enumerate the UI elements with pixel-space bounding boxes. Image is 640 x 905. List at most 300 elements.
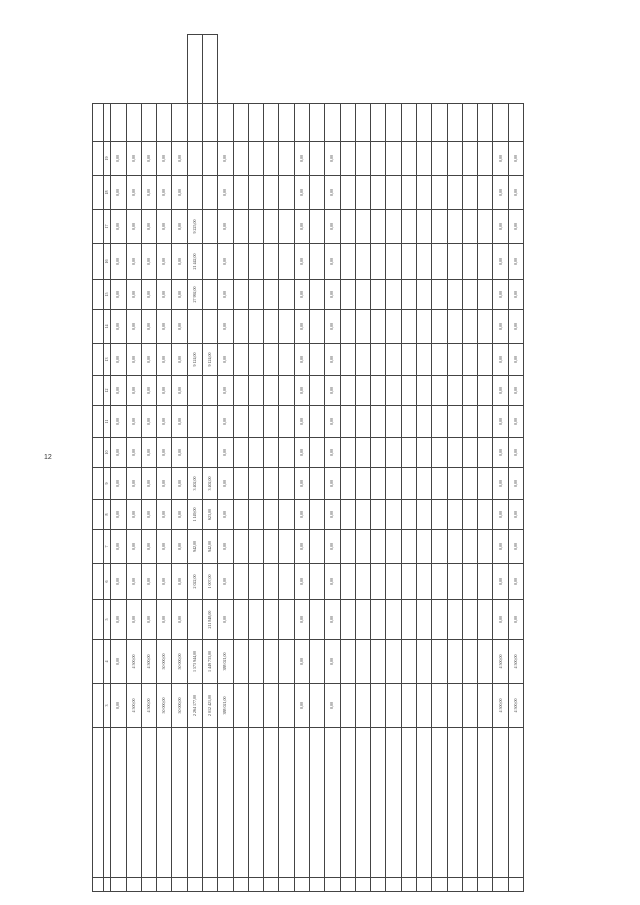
- value-cell: 0,00: [157, 142, 172, 176]
- table-row: [172, 35, 187, 892]
- value-cell: [340, 310, 355, 344]
- value-cell: [203, 244, 218, 280]
- value-cell: [355, 280, 370, 310]
- value-cell: [309, 244, 324, 280]
- header-cell: [93, 142, 104, 176]
- table-row: [218, 35, 233, 892]
- header-cell: [93, 310, 104, 344]
- value-cell: [462, 468, 477, 500]
- value-cell: 0,00: [172, 210, 187, 244]
- column-number-cell: 5: [104, 600, 111, 640]
- header-cell: [93, 530, 104, 564]
- row-number-cell: [371, 878, 386, 892]
- row-number-cell: [264, 878, 279, 892]
- value-cell: 0,00: [294, 376, 309, 406]
- value-cell: 0,00: [325, 530, 340, 564]
- value-cell: [248, 280, 263, 310]
- value-cell: [371, 500, 386, 530]
- column-number-cell: 8: [104, 500, 111, 530]
- value-cell: 2 022,00: [187, 564, 202, 600]
- value-cell: 0,00: [141, 176, 156, 210]
- header-cell: [93, 600, 104, 640]
- value-cell: 0,00: [325, 468, 340, 500]
- value-cell: 0,00: [111, 684, 126, 728]
- row-description-cell: [355, 728, 370, 878]
- value-cell: [203, 280, 218, 310]
- row-number-cell: [340, 878, 355, 892]
- value-cell: 0,00: [172, 530, 187, 564]
- table-row: [355, 35, 370, 892]
- value-cell: [432, 640, 447, 684]
- header-cell: [93, 376, 104, 406]
- value-cell: [340, 530, 355, 564]
- value-cell: 0,00: [111, 376, 126, 406]
- value-cell: 50 000,00: [172, 640, 187, 684]
- page-number: 12: [44, 454, 52, 461]
- value-cell: [279, 344, 294, 376]
- value-cell: 0,00: [218, 600, 233, 640]
- value-cell: 0,00: [157, 500, 172, 530]
- value-cell: [386, 468, 401, 500]
- row-number-cell: [325, 878, 340, 892]
- value-cell: [279, 406, 294, 438]
- value-cell: 0,00: [126, 376, 141, 406]
- row-number-cell: [187, 878, 202, 892]
- value-cell: 0,00: [493, 468, 508, 500]
- value-cell: [371, 438, 386, 468]
- row-description-cell: [279, 728, 294, 878]
- header-cell: [93, 640, 104, 684]
- value-cell: [416, 438, 431, 468]
- value-cell: [248, 310, 263, 344]
- column-number-cell: 18: [104, 176, 111, 210]
- value-cell: 0,00: [508, 600, 523, 640]
- value-cell: [264, 600, 279, 640]
- value-cell: 0,00: [157, 176, 172, 210]
- value-cell: [187, 104, 202, 142]
- value-cell: 50 000,00: [157, 640, 172, 684]
- row-number-cell: [432, 878, 447, 892]
- value-cell: 0,00: [141, 280, 156, 310]
- value-cell: [401, 564, 416, 600]
- value-cell: [432, 438, 447, 468]
- value-cell: 0,00: [493, 244, 508, 280]
- value-cell: [401, 468, 416, 500]
- value-cell: [233, 280, 248, 310]
- value-cell: [401, 500, 416, 530]
- value-cell: 0,00: [508, 142, 523, 176]
- value-cell: [432, 468, 447, 500]
- value-cell: 50 000,00: [157, 684, 172, 728]
- value-cell: [340, 104, 355, 142]
- value-cell: [248, 176, 263, 210]
- value-cell: [279, 280, 294, 310]
- value-cell: [355, 104, 370, 142]
- value-cell: [187, 142, 202, 176]
- value-cell: [371, 684, 386, 728]
- row-number-cell: [416, 878, 431, 892]
- value-cell: 0,00: [172, 344, 187, 376]
- value-cell: [432, 280, 447, 310]
- value-cell: [248, 564, 263, 600]
- value-cell: [462, 406, 477, 438]
- value-cell: 0,00: [294, 500, 309, 530]
- value-cell: [371, 142, 386, 176]
- value-cell: [309, 564, 324, 600]
- value-cell: 21 442,00: [187, 244, 202, 280]
- value-cell: 9 124,00: [187, 344, 202, 376]
- value-cell: 0,00: [172, 244, 187, 280]
- value-cell: 0,00: [493, 176, 508, 210]
- value-cell: 0,00: [218, 280, 233, 310]
- row-description-cell: [294, 728, 309, 878]
- value-cell: 0,00: [111, 600, 126, 640]
- value-cell: 0,00: [141, 244, 156, 280]
- value-cell: [203, 104, 218, 142]
- value-cell: [386, 280, 401, 310]
- value-cell: 0,00: [126, 210, 141, 244]
- value-cell: 0,00: [172, 280, 187, 310]
- value-cell: 0,00: [111, 210, 126, 244]
- header-cell: [93, 684, 104, 728]
- header-cell: [93, 176, 104, 210]
- value-cell: [248, 104, 263, 142]
- value-cell: 211 848,00: [203, 600, 218, 640]
- row-description-cell: [111, 728, 126, 878]
- value-cell: [233, 530, 248, 564]
- value-cell: 0,00: [218, 142, 233, 176]
- value-cell: [371, 564, 386, 600]
- value-cell: [340, 280, 355, 310]
- value-cell: [233, 468, 248, 500]
- value-cell: [294, 104, 309, 142]
- value-cell: [264, 344, 279, 376]
- row-description-cell: [233, 728, 248, 878]
- column-number-cell: 6: [104, 564, 111, 600]
- value-cell: [401, 244, 416, 280]
- value-cell: [218, 104, 233, 142]
- value-cell: [355, 406, 370, 438]
- value-cell: [279, 142, 294, 176]
- value-cell: [340, 500, 355, 530]
- value-cell: 0,00: [508, 376, 523, 406]
- value-cell: [309, 176, 324, 210]
- row-number-cell: [157, 878, 172, 892]
- value-cell: 0,00: [157, 344, 172, 376]
- value-cell: [401, 376, 416, 406]
- value-cell: [279, 244, 294, 280]
- value-cell: 0,00: [508, 468, 523, 500]
- value-cell: 0,00: [325, 684, 340, 728]
- value-cell: 0,00: [493, 210, 508, 244]
- value-cell: [248, 640, 263, 684]
- value-cell: 0,00: [294, 530, 309, 564]
- value-cell: [432, 210, 447, 244]
- value-cell: 0,00: [157, 564, 172, 600]
- value-cell: [355, 176, 370, 210]
- value-cell: 0,00: [157, 600, 172, 640]
- value-cell: [309, 344, 324, 376]
- value-cell: [478, 310, 493, 344]
- header-cell: [93, 406, 104, 438]
- value-cell: [309, 500, 324, 530]
- value-cell: [401, 280, 416, 310]
- value-cell: [279, 600, 294, 640]
- value-cell: [264, 406, 279, 438]
- value-cell: 0,00: [141, 500, 156, 530]
- value-cell: [447, 500, 462, 530]
- value-cell: [309, 530, 324, 564]
- value-cell: [279, 210, 294, 244]
- value-cell: 0,00: [141, 310, 156, 344]
- value-cell: [478, 176, 493, 210]
- value-cell: [386, 564, 401, 600]
- value-cell: 0,00: [493, 280, 508, 310]
- row-description-cell: [386, 728, 401, 878]
- value-cell: [248, 438, 263, 468]
- header-cell: [93, 878, 104, 892]
- value-cell: [478, 530, 493, 564]
- value-cell: [279, 104, 294, 142]
- value-cell: [203, 310, 218, 344]
- value-cell: [447, 640, 462, 684]
- column-number-cell: 4: [104, 640, 111, 684]
- value-cell: 0,00: [126, 564, 141, 600]
- value-cell: [416, 244, 431, 280]
- value-cell: [416, 468, 431, 500]
- value-cell: [309, 104, 324, 142]
- value-cell: [386, 500, 401, 530]
- value-cell: 0,00: [218, 344, 233, 376]
- value-cell: [233, 500, 248, 530]
- value-cell: [309, 210, 324, 244]
- value-cell: 388 021,00: [218, 684, 233, 728]
- value-cell: [233, 600, 248, 640]
- value-cell: [447, 468, 462, 500]
- value-cell: [248, 344, 263, 376]
- row-description-cell: [203, 728, 218, 878]
- value-cell: [264, 500, 279, 530]
- value-cell: [386, 376, 401, 406]
- value-cell: 0,00: [172, 438, 187, 468]
- header-cell: [93, 564, 104, 600]
- table-row: [309, 35, 324, 892]
- value-cell: [264, 376, 279, 406]
- table-row: [340, 35, 355, 892]
- table-row: [447, 35, 462, 892]
- table-body: [93, 35, 524, 892]
- value-cell: [447, 310, 462, 344]
- value-cell: [447, 142, 462, 176]
- value-cell: 4 500,00: [508, 684, 523, 728]
- value-cell: 0,00: [141, 438, 156, 468]
- value-cell: [447, 344, 462, 376]
- value-cell: [401, 104, 416, 142]
- value-cell: 0,00: [218, 468, 233, 500]
- value-cell: [309, 468, 324, 500]
- value-cell: [309, 406, 324, 438]
- value-cell: [401, 640, 416, 684]
- value-cell: [386, 530, 401, 564]
- value-cell: [478, 142, 493, 176]
- header-cell: [93, 728, 104, 878]
- value-cell: [340, 438, 355, 468]
- value-cell: 0,00: [218, 438, 233, 468]
- value-cell: [386, 104, 401, 142]
- value-cell: [248, 684, 263, 728]
- value-cell: [386, 640, 401, 684]
- value-cell: [340, 210, 355, 244]
- value-cell: [416, 406, 431, 438]
- value-cell: 0,00: [126, 438, 141, 468]
- column-number-cell: [104, 728, 111, 878]
- value-cell: [355, 438, 370, 468]
- value-cell: [432, 104, 447, 142]
- value-cell: [386, 210, 401, 244]
- value-cell: 0,00: [172, 310, 187, 344]
- value-cell: [172, 104, 187, 142]
- value-cell: [203, 35, 218, 104]
- value-cell: [264, 684, 279, 728]
- value-cell: [432, 142, 447, 176]
- value-cell: [401, 344, 416, 376]
- value-cell: [355, 310, 370, 344]
- value-cell: 1 007,00: [203, 564, 218, 600]
- document-sheet: [92, 34, 524, 892]
- table-row: [203, 35, 218, 892]
- value-cell: [309, 280, 324, 310]
- value-cell: [187, 376, 202, 406]
- value-cell: [371, 210, 386, 244]
- value-cell: [233, 406, 248, 438]
- value-cell: [233, 438, 248, 468]
- value-cell: [416, 280, 431, 310]
- value-cell: 0,00: [111, 244, 126, 280]
- value-cell: [248, 530, 263, 564]
- value-cell: [432, 500, 447, 530]
- value-cell: [355, 530, 370, 564]
- value-cell: [264, 176, 279, 210]
- value-cell: [493, 104, 508, 142]
- value-cell: 0,00: [325, 640, 340, 684]
- value-cell: [248, 500, 263, 530]
- row-description-cell: [141, 728, 156, 878]
- table-row: [126, 35, 141, 892]
- value-cell: [416, 600, 431, 640]
- value-cell: [233, 310, 248, 344]
- value-cell: [401, 406, 416, 438]
- value-cell: [401, 142, 416, 176]
- value-cell: 4 500,00: [126, 684, 141, 728]
- value-cell: 0,00: [508, 210, 523, 244]
- table-row: [462, 35, 477, 892]
- value-cell: 0,00: [141, 406, 156, 438]
- value-cell: 0,00: [325, 564, 340, 600]
- value-cell: 3 402,00: [187, 468, 202, 500]
- table-row: [279, 35, 294, 892]
- value-cell: 0,00: [508, 244, 523, 280]
- value-cell: [248, 468, 263, 500]
- value-cell: [386, 344, 401, 376]
- value-cell: [309, 310, 324, 344]
- value-cell: 1 149,00: [187, 500, 202, 530]
- value-cell: 0,00: [493, 142, 508, 176]
- value-cell: [340, 142, 355, 176]
- value-cell: [264, 142, 279, 176]
- value-cell: 0,00: [126, 406, 141, 438]
- table-row: [508, 35, 523, 892]
- value-cell: 0,00: [141, 142, 156, 176]
- value-cell: [371, 530, 386, 564]
- value-cell: [187, 406, 202, 438]
- column-number-cell: 14: [104, 310, 111, 344]
- row-number-cell: [111, 878, 126, 892]
- value-cell: 27 992,00: [187, 280, 202, 310]
- value-cell: 0,00: [126, 530, 141, 564]
- value-cell: 0,00: [508, 344, 523, 376]
- row-description-cell: [264, 728, 279, 878]
- value-cell: 0,00: [157, 244, 172, 280]
- value-cell: 0,00: [141, 600, 156, 640]
- value-cell: [462, 600, 477, 640]
- row-number-cell: [355, 878, 370, 892]
- value-cell: [248, 210, 263, 244]
- row-description-cell: [416, 728, 431, 878]
- value-cell: 4 500,00: [141, 684, 156, 728]
- column-number-cell: 15: [104, 280, 111, 310]
- value-cell: [432, 530, 447, 564]
- value-cell: 942,00: [187, 530, 202, 564]
- value-cell: [309, 600, 324, 640]
- value-cell: [462, 530, 477, 564]
- value-cell: [309, 640, 324, 684]
- value-cell: 0,00: [157, 376, 172, 406]
- value-cell: 0,00: [493, 530, 508, 564]
- column-number-cell: 7: [104, 530, 111, 564]
- row-number-cell: [478, 878, 493, 892]
- value-cell: [203, 406, 218, 438]
- value-cell: 0,00: [126, 244, 141, 280]
- value-cell: 0,00: [172, 176, 187, 210]
- value-cell: [371, 176, 386, 210]
- header-cell: [93, 210, 104, 244]
- value-cell: [248, 600, 263, 640]
- value-cell: 0,00: [172, 406, 187, 438]
- value-cell: [279, 500, 294, 530]
- value-cell: [416, 640, 431, 684]
- value-cell: [432, 176, 447, 210]
- value-cell: 0,00: [218, 500, 233, 530]
- value-cell: [233, 564, 248, 600]
- row-number-cell: [126, 878, 141, 892]
- row-number-cell: [309, 878, 324, 892]
- value-cell: 0,00: [157, 468, 172, 500]
- value-cell: 0,00: [126, 142, 141, 176]
- value-cell: 0,00: [172, 600, 187, 640]
- value-cell: 0,00: [508, 406, 523, 438]
- value-cell: [126, 104, 141, 142]
- table-row: [432, 35, 447, 892]
- table-row: [294, 35, 309, 892]
- value-cell: 623,00: [203, 500, 218, 530]
- value-cell: [371, 344, 386, 376]
- value-cell: 0,00: [111, 142, 126, 176]
- value-cell: [264, 564, 279, 600]
- value-cell: [478, 280, 493, 310]
- value-cell: [340, 244, 355, 280]
- value-cell: [416, 142, 431, 176]
- value-cell: [401, 684, 416, 728]
